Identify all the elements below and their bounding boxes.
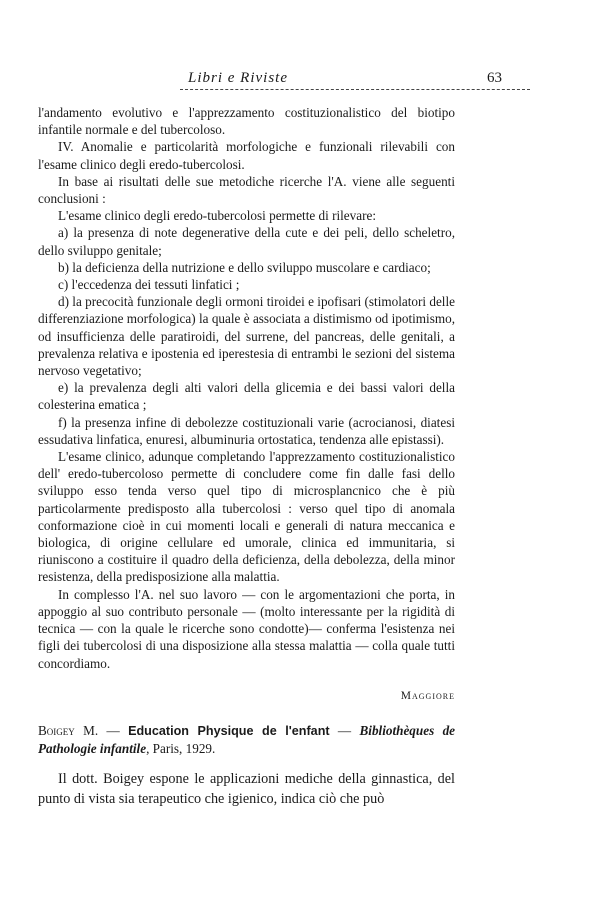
review-body: Il dott. Boigey espone le applicazioni mediche della ginnastica, del punto di vista sia terapeutico che igienico, indica ciò che può: [38, 771, 455, 807]
page-header: [70, 70, 540, 92]
list-item: b) la deficienza della nutrizione e dello sviluppo muscolare e cardiaco;: [58, 259, 431, 275]
list-item: e) la prevalenza degli alti valori della glicemia e dei bassi valori della colesterina ematica ;: [38, 380, 455, 413]
citation-separator: —: [329, 723, 360, 738]
header-rule: [180, 89, 530, 90]
list-item: f) la presenza infine di debolezze costituzionali varie (acrocianosi, diatesi essudativa linfatica, enuresi, albuminuria ortostatica, tendenza alle epistassi).: [38, 414, 455, 447]
list-item: a) la presenza di note degenerative della cute e dei peli, dello scheletro, dello sviluppo genitale;: [38, 225, 455, 258]
review-author: Boigey M.: [38, 723, 99, 738]
paragraph: l'andamento evolutivo e l'apprezzamento costituzionalistico del biotipo infantile normale e del tubercoloso.: [38, 105, 455, 138]
list-item: d) la precocità funzionale degli ormoni tiroidei e ipofisari (stimolatori delle differenziazione morfologica) la quale è associata a distimismo od ipotimismo, od insufficienza delle paratiroidi, del surrene, del pancreas, delle genitali, a prevalenza relativa e ipostenia ed iperestesia di entrambi le sezioni del sistema nervoso vegetativo;: [38, 294, 455, 379]
review-entry: [38, 722, 455, 809]
paragraph: In base ai risultati delle sue metodiche ricerche l'A. viene alle seguenti conclusioni :: [38, 173, 455, 207]
paragraph: In complesso l'A. nel suo lavoro — con le argomentazioni che porta, in appoggio al suo contributo personale — (molto interessante per la rigidità di tecnica — con la quale le ricerche sono condotte)— conferma l'esistenza nei figli dei tubercolosi di una disposizione alla stessa malattia — colla quale tutti concordiamo.: [38, 586, 455, 671]
page-number: 63: [487, 70, 502, 86]
paragraph: L'esame clinico, adunque completando l'apprezzamento costituzionalistico dell' eredo-tubercoloso permette di concludere come fin dalle fasi dello sviluppo esso tenda verso quel tipo di microsplancnico che è più particolarmente predisposto alla tubercolosi : verso quel tipo di anomala conformazione cioè in cui momenti locali e generali di natura meccanica e biologica, di origine cellulare ed umorale, clinica ed immunitaria, si riuniscono a costituire il quadro della deficienza, della debolezza, della minor resistenza, della predisposizione alla malattia.: [38, 449, 455, 585]
citation-separator: —: [98, 723, 129, 738]
review-series: Bibliothèques de Pathologie infantile: [38, 723, 456, 756]
review-imprint: , Paris, 1929.: [146, 741, 216, 756]
paragraph: L'esame clinico degli eredo-tubercolosi permette di rilevare:: [58, 208, 377, 224]
list-item: c) l'eccedenza dei tessuti linfatici ;: [58, 277, 240, 293]
review-citation: [38, 722, 455, 758]
article-body: [38, 104, 455, 672]
running-title: Libri e Riviste: [188, 70, 288, 86]
review-book-title: Education Physique de l'enfant: [128, 724, 330, 738]
paragraph: IV. Anomalie e particolarità morfologiche e funzionali rilevabili con l'esame clinico degli eredo-tubercolosi.: [38, 139, 455, 172]
signature: Maggiore: [400, 690, 455, 702]
